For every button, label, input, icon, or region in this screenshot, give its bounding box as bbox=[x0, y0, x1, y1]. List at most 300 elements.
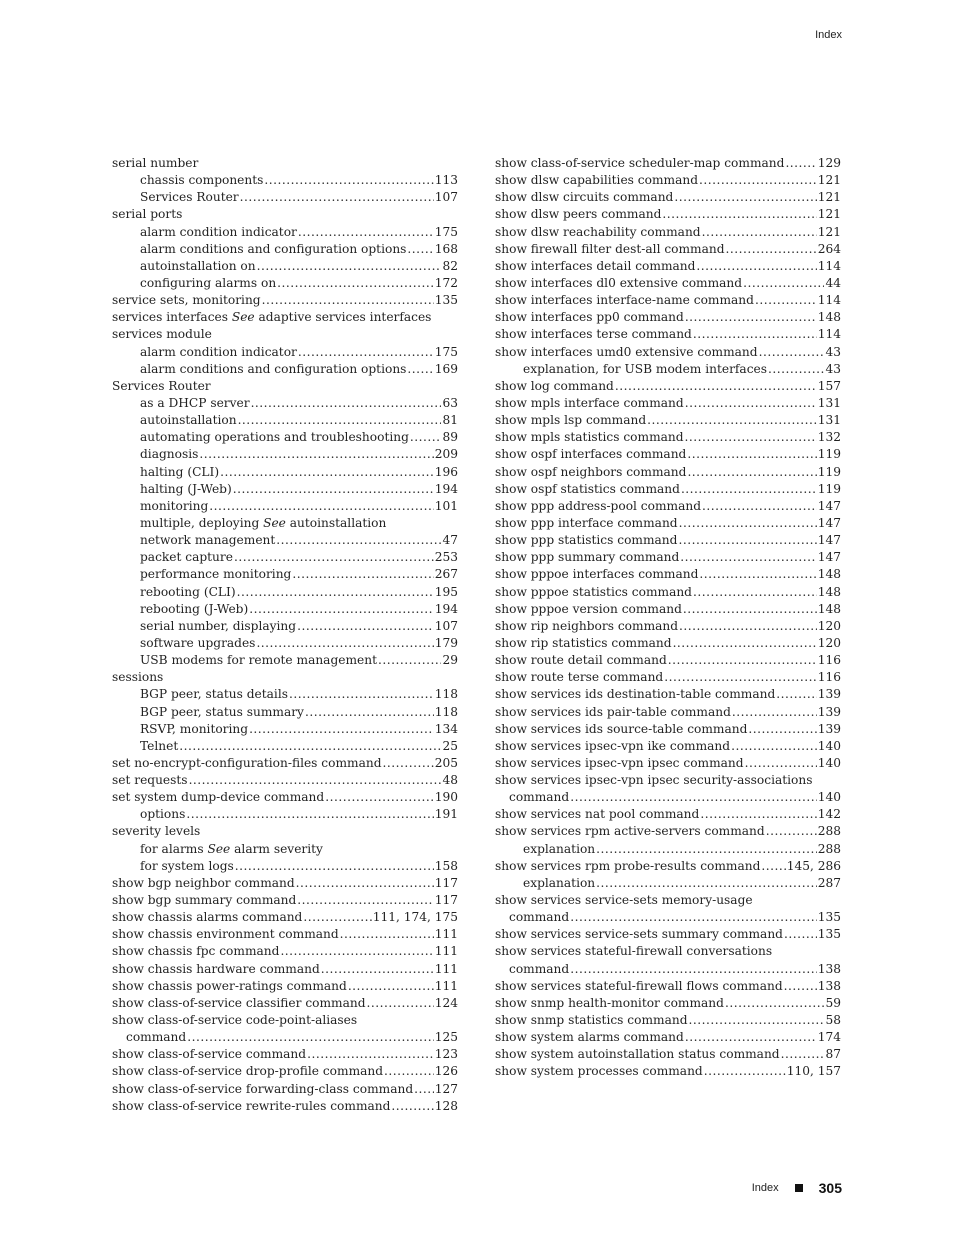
index-entry bbox=[495, 275, 841, 292]
page-reference: 147 bbox=[817, 515, 841, 530]
index-entry bbox=[112, 498, 458, 515]
dot-leader bbox=[340, 926, 434, 943]
index-entry bbox=[495, 378, 841, 395]
index-entry bbox=[112, 344, 458, 361]
index-entry bbox=[495, 909, 841, 926]
page-reference: 89 bbox=[442, 430, 458, 445]
index-entry bbox=[495, 995, 841, 1012]
index-entry bbox=[495, 961, 841, 978]
index-entry bbox=[112, 1063, 458, 1080]
page-reference: 121 bbox=[817, 173, 841, 188]
dot-leader bbox=[262, 292, 434, 309]
dot-leader bbox=[679, 515, 817, 532]
dot-leader bbox=[685, 309, 817, 326]
dot-leader bbox=[768, 361, 824, 378]
index-entry bbox=[495, 841, 841, 858]
index-entry bbox=[495, 224, 841, 241]
index-term: show services service-sets summary command bbox=[495, 927, 783, 942]
dot-leader bbox=[685, 429, 817, 446]
index-entry bbox=[495, 823, 841, 840]
page-reference: 121 bbox=[817, 190, 841, 205]
index-entry bbox=[112, 155, 458, 172]
index-term: show system alarms command bbox=[495, 1030, 684, 1045]
index-entry bbox=[112, 446, 458, 463]
index-term: show rip neighbors command bbox=[495, 618, 679, 633]
index-term: show services ipsec-vpn ipsec command bbox=[495, 755, 744, 770]
page-reference: 47 bbox=[442, 533, 458, 548]
dot-leader bbox=[407, 361, 433, 378]
page-reference: 168 bbox=[434, 241, 458, 256]
index-entry bbox=[495, 1063, 841, 1080]
index-entry bbox=[495, 926, 841, 943]
index-term: autoinstallation bbox=[140, 413, 237, 428]
index-entry bbox=[495, 1046, 841, 1063]
page-reference: 116 bbox=[817, 670, 841, 685]
index-entry bbox=[112, 275, 458, 292]
index-entry bbox=[112, 395, 458, 412]
dot-leader bbox=[238, 412, 442, 429]
page-reference: 288 bbox=[817, 824, 841, 839]
page-reference: 124 bbox=[434, 995, 458, 1010]
index-term: command bbox=[509, 790, 570, 805]
dot-leader bbox=[220, 464, 434, 481]
index-term: show ppp summary command bbox=[495, 550, 680, 565]
page-reference: 190 bbox=[434, 790, 458, 805]
dot-leader bbox=[257, 258, 442, 275]
dot-leader bbox=[199, 446, 433, 463]
index-entry bbox=[112, 721, 458, 738]
dot-leader bbox=[704, 1063, 786, 1080]
index-term: show services nat pool command bbox=[495, 807, 700, 822]
index-term: rebooting (J-Web) bbox=[140, 601, 249, 616]
index-entry bbox=[112, 361, 458, 378]
index-entry bbox=[112, 1029, 458, 1046]
page-reference: 196 bbox=[434, 464, 458, 479]
index-term: show mpls lsp command bbox=[495, 413, 647, 428]
page-reference: 126 bbox=[434, 1064, 458, 1079]
index-term: show mpls statistics command bbox=[495, 430, 684, 445]
index-entry bbox=[112, 926, 458, 943]
dot-leader bbox=[209, 498, 433, 515]
page-reference: 121 bbox=[817, 207, 841, 222]
dot-leader bbox=[297, 892, 433, 909]
page-reference: 138 bbox=[817, 978, 841, 993]
page-reference: 147 bbox=[817, 498, 841, 513]
page-reference: 175 bbox=[434, 344, 458, 359]
index-term: show services rpm active-servers command bbox=[495, 824, 765, 839]
index-term: alarm condition indicator bbox=[140, 224, 297, 239]
index-term: show services ids destination-table command bbox=[495, 687, 776, 702]
index-term: diagnosis bbox=[140, 447, 199, 462]
index-entry bbox=[495, 172, 841, 189]
page-reference: 140 bbox=[817, 738, 841, 753]
index-term: show services ipsec-vpn ipsec security-associations bbox=[495, 773, 813, 788]
dot-leader bbox=[776, 686, 816, 703]
index-term: network management bbox=[140, 533, 276, 548]
page-reference: 111 bbox=[434, 978, 458, 993]
page-reference: 43 bbox=[825, 361, 841, 376]
index-term: show ppp interface command bbox=[495, 515, 678, 530]
index-term: set requests bbox=[112, 773, 188, 788]
square-bullet-icon bbox=[795, 1184, 803, 1192]
page-reference: 138 bbox=[817, 961, 841, 976]
index-entry bbox=[112, 292, 458, 309]
index-term: show dlsw peers command bbox=[495, 207, 662, 222]
page-reference: 195 bbox=[434, 584, 458, 599]
page-reference: 148 bbox=[817, 310, 841, 325]
dot-leader bbox=[699, 172, 817, 189]
index-term: show interfaces detail command bbox=[495, 258, 696, 273]
index-entry bbox=[495, 618, 841, 635]
index-entry bbox=[495, 549, 841, 566]
page-reference: 111 bbox=[434, 961, 458, 976]
index-term: alarm condition indicator bbox=[140, 344, 297, 359]
index-entry bbox=[112, 789, 458, 806]
dot-leader bbox=[766, 823, 817, 840]
index-term: show system autoinstallation status command bbox=[495, 1047, 780, 1062]
page-reference: 264 bbox=[817, 241, 841, 256]
dot-leader bbox=[233, 481, 434, 498]
index-term: serial number bbox=[112, 156, 199, 170]
index-term: command bbox=[509, 910, 570, 925]
index-entry bbox=[112, 806, 458, 823]
page-reference: 120 bbox=[817, 635, 841, 650]
dot-leader bbox=[187, 1029, 434, 1046]
index-term: show class-of-service rewrite-rules command bbox=[112, 1098, 391, 1113]
page-reference: 82 bbox=[442, 258, 458, 273]
index-entry bbox=[495, 789, 841, 806]
index-entry bbox=[495, 738, 841, 755]
index-entry bbox=[495, 241, 841, 258]
index-term: Telnet bbox=[140, 738, 179, 753]
index-term: show services ipsec-vpn ike command bbox=[495, 738, 731, 753]
index-entry bbox=[495, 635, 841, 652]
index-entry bbox=[112, 823, 458, 840]
dot-leader bbox=[240, 189, 434, 206]
index-entry bbox=[112, 532, 458, 549]
index-entry bbox=[112, 258, 458, 275]
index-entry bbox=[495, 292, 841, 309]
index-term: show class-of-service classifier command bbox=[112, 995, 366, 1010]
page-reference: 114 bbox=[817, 258, 841, 273]
page-reference: 175 bbox=[434, 224, 458, 239]
page-reference: 172 bbox=[434, 275, 458, 290]
dot-leader bbox=[384, 1063, 434, 1080]
page-reference: 191 bbox=[434, 807, 458, 822]
index-entry bbox=[495, 978, 841, 995]
dot-leader bbox=[748, 721, 816, 738]
page-reference: 179 bbox=[434, 635, 458, 650]
dot-leader bbox=[235, 858, 434, 875]
index-entry bbox=[112, 464, 458, 481]
page-reference: 107 bbox=[434, 190, 458, 205]
index-entry bbox=[112, 189, 458, 206]
dot-leader bbox=[699, 566, 816, 583]
dot-leader bbox=[297, 618, 434, 635]
index-term: show class-of-service drop-profile command bbox=[112, 1064, 384, 1079]
index-entry bbox=[112, 206, 458, 223]
index-term: show services service-sets memory-usage bbox=[495, 893, 753, 908]
index-term: BGP peer, status summary bbox=[140, 704, 304, 719]
index-term: show services ids pair-table command bbox=[495, 704, 731, 719]
page-reference: 129 bbox=[817, 156, 841, 170]
index-term: show interfaces terse command bbox=[495, 327, 692, 342]
dot-leader bbox=[277, 275, 434, 292]
index-entry bbox=[495, 446, 841, 463]
index-term: configuring alarms on bbox=[140, 275, 277, 290]
dot-leader bbox=[276, 532, 441, 549]
dot-leader bbox=[702, 498, 817, 515]
dot-leader bbox=[596, 841, 817, 858]
index-term: sessions bbox=[112, 670, 164, 685]
index-term: show route terse command bbox=[495, 670, 664, 685]
dot-leader bbox=[410, 429, 442, 446]
dot-leader bbox=[679, 618, 817, 635]
index-entry bbox=[112, 429, 458, 446]
index-term: show pppoe interfaces command bbox=[495, 567, 699, 582]
index-term: show interfaces interface-name command bbox=[495, 293, 754, 308]
index-entry bbox=[112, 224, 458, 241]
page-reference: 147 bbox=[817, 550, 841, 565]
index-term: command bbox=[126, 1030, 187, 1045]
dot-leader bbox=[249, 601, 434, 618]
dot-leader bbox=[280, 943, 433, 960]
index-entry bbox=[495, 361, 841, 378]
index-entry bbox=[495, 464, 841, 481]
page-reference: 142 bbox=[817, 807, 841, 822]
dot-leader bbox=[256, 635, 433, 652]
index-entry bbox=[495, 566, 841, 583]
page-reference: 158 bbox=[434, 858, 458, 873]
index-term: multiple, deploying See autoinstallation bbox=[140, 515, 387, 530]
index-term: show dlsw circuits command bbox=[495, 190, 674, 205]
page-reference: 81 bbox=[442, 413, 458, 428]
dot-leader bbox=[693, 326, 817, 343]
page-reference: 135 bbox=[817, 910, 841, 925]
index-entry bbox=[112, 892, 458, 909]
index-entry bbox=[495, 532, 841, 549]
index-term: explanation, for USB modem interfaces bbox=[523, 361, 767, 376]
index-entry bbox=[495, 721, 841, 738]
dot-leader bbox=[678, 532, 816, 549]
index-entry bbox=[495, 189, 841, 206]
page-reference: 148 bbox=[817, 601, 841, 616]
index-entry bbox=[112, 584, 458, 601]
index-term: show services stateful-firewall conversations bbox=[495, 944, 773, 959]
page-reference: 127 bbox=[434, 1081, 458, 1096]
index-term: halting (CLI) bbox=[140, 464, 220, 479]
page-reference: 87 bbox=[825, 1047, 841, 1062]
index-term: service sets, monitoring bbox=[112, 293, 261, 308]
dot-leader bbox=[743, 275, 824, 292]
index-term: explanation bbox=[523, 841, 596, 856]
page-reference: 148 bbox=[817, 584, 841, 599]
index-entry bbox=[112, 412, 458, 429]
index-term: autoinstallation on bbox=[140, 258, 256, 273]
index-term: show class-of-service forwarding-class command bbox=[112, 1081, 414, 1096]
dot-leader bbox=[303, 909, 371, 926]
dot-leader bbox=[570, 961, 817, 978]
page-reference: 194 bbox=[434, 481, 458, 496]
footer-label: Index bbox=[751, 1182, 779, 1194]
dot-leader bbox=[784, 978, 817, 995]
index-entry bbox=[495, 326, 841, 343]
index-term: explanation bbox=[523, 875, 596, 890]
dot-leader bbox=[264, 172, 433, 189]
dot-leader bbox=[674, 189, 816, 206]
dot-leader bbox=[391, 1098, 433, 1115]
index-term: show system processes command bbox=[495, 1064, 703, 1079]
dot-leader bbox=[407, 241, 433, 258]
index-term: show class-of-service command bbox=[112, 1047, 307, 1062]
index-entry bbox=[112, 704, 458, 721]
index-column-right bbox=[495, 155, 841, 1081]
page-reference: 174 bbox=[817, 1030, 841, 1045]
dot-leader bbox=[251, 395, 442, 412]
page-reference: 110, 157 bbox=[786, 1064, 841, 1079]
index-entry bbox=[112, 618, 458, 635]
dot-leader bbox=[249, 721, 434, 738]
dot-leader bbox=[681, 481, 817, 498]
page-reference: 287 bbox=[817, 875, 841, 890]
dot-leader bbox=[298, 344, 434, 361]
page-reference: 111 bbox=[434, 927, 458, 942]
index-term: show dlsw reachability command bbox=[495, 224, 701, 239]
page-reference: 123 bbox=[434, 1047, 458, 1062]
page-reference: 116 bbox=[817, 653, 841, 668]
dot-leader bbox=[702, 224, 817, 241]
index-term: for alarms See alarm severity bbox=[140, 841, 323, 856]
index-term: services interfaces See adaptive services interfaces bbox=[112, 310, 432, 325]
page-reference: 29 bbox=[442, 653, 458, 668]
dot-leader bbox=[615, 378, 817, 395]
page-reference: 114 bbox=[817, 327, 841, 342]
page-reference: 209 bbox=[434, 447, 458, 462]
index-term: show chassis hardware command bbox=[112, 961, 320, 976]
index-entry bbox=[495, 943, 841, 960]
dot-leader bbox=[234, 549, 434, 566]
dot-leader bbox=[696, 258, 816, 275]
dot-leader bbox=[298, 224, 434, 241]
index-entry bbox=[112, 566, 458, 583]
dot-leader bbox=[761, 858, 785, 875]
index-term: show chassis environment command bbox=[112, 927, 339, 942]
index-term: show services ids source-table command bbox=[495, 721, 748, 736]
page-reference: 117 bbox=[434, 875, 458, 890]
index-entry bbox=[495, 1029, 841, 1046]
dot-leader bbox=[325, 789, 434, 806]
index-term: show dlsw capabilities command bbox=[495, 173, 698, 188]
page-reference: 131 bbox=[817, 395, 841, 410]
index-entry bbox=[112, 841, 458, 858]
index-term: show interfaces pp0 command bbox=[495, 310, 684, 325]
index-term: halting (J-Web) bbox=[140, 481, 232, 496]
index-term: show chassis power-ratings command bbox=[112, 978, 347, 993]
index-term: BGP peer, status details bbox=[140, 687, 288, 702]
index-term: as a DHCP server bbox=[140, 395, 250, 410]
index-entry bbox=[495, 892, 841, 909]
page-reference: 135 bbox=[817, 927, 841, 942]
index-entry bbox=[495, 806, 841, 823]
index-entry bbox=[495, 155, 841, 172]
page-reference: 139 bbox=[817, 721, 841, 736]
index-term: show services rpm probe-results command bbox=[495, 858, 761, 873]
index-entry bbox=[495, 875, 841, 892]
page-reference: 59 bbox=[825, 995, 841, 1010]
index-entry bbox=[495, 258, 841, 275]
dot-leader bbox=[700, 806, 816, 823]
dot-leader bbox=[570, 789, 817, 806]
index-entry bbox=[495, 515, 841, 532]
index-term: monitoring bbox=[140, 498, 209, 513]
index-term: show ospf statistics command bbox=[495, 481, 680, 496]
page-reference: 128 bbox=[434, 1098, 458, 1113]
dot-leader bbox=[570, 909, 817, 926]
index-entry bbox=[495, 772, 841, 789]
page-reference: 139 bbox=[817, 704, 841, 719]
index-term: RSVP, monitoring bbox=[140, 721, 249, 736]
dot-leader bbox=[668, 652, 817, 669]
dot-leader bbox=[731, 738, 817, 755]
page-reference: 121 bbox=[817, 224, 841, 239]
index-term: serial number, displaying bbox=[140, 618, 297, 633]
page-reference: 113 bbox=[434, 173, 458, 188]
page-reference: 63 bbox=[442, 395, 458, 410]
index-term: show ppp statistics command bbox=[495, 533, 678, 548]
index-entry bbox=[112, 326, 458, 343]
page-reference: 101 bbox=[434, 498, 458, 513]
dot-leader bbox=[745, 755, 817, 772]
page-reference: 119 bbox=[817, 464, 841, 479]
page-reference: 253 bbox=[434, 550, 458, 565]
index-entry bbox=[495, 395, 841, 412]
page-reference: 119 bbox=[817, 481, 841, 496]
dot-leader bbox=[367, 995, 434, 1012]
index-entry bbox=[112, 669, 458, 686]
page-reference: 131 bbox=[817, 413, 841, 428]
dot-leader bbox=[292, 566, 433, 583]
index-entry bbox=[495, 481, 841, 498]
index-entry bbox=[495, 669, 841, 686]
dot-leader bbox=[759, 344, 825, 361]
index-entry bbox=[112, 1012, 458, 1029]
page-reference: 157 bbox=[817, 378, 841, 393]
dot-leader bbox=[305, 704, 434, 721]
index-term: rebooting (CLI) bbox=[140, 584, 236, 599]
page-reference: 117 bbox=[434, 893, 458, 908]
index-entry bbox=[495, 858, 841, 875]
index-entry bbox=[112, 995, 458, 1012]
page-reference: 119 bbox=[817, 447, 841, 462]
index-term: show bgp neighbor command bbox=[112, 875, 295, 890]
index-entry bbox=[112, 515, 458, 532]
index-entry bbox=[112, 378, 458, 395]
index-term: show log command bbox=[495, 378, 614, 393]
page-reference: 114 bbox=[817, 293, 841, 308]
index-entry bbox=[112, 858, 458, 875]
page-reference: 43 bbox=[825, 344, 841, 359]
dot-leader bbox=[237, 584, 434, 601]
page-reference: 111, 174, 175 bbox=[372, 910, 458, 925]
index-entry bbox=[112, 241, 458, 258]
index-term: for system logs bbox=[140, 858, 234, 873]
dot-leader bbox=[693, 584, 817, 601]
page-reference: 139 bbox=[817, 687, 841, 702]
dot-leader bbox=[755, 292, 817, 309]
index-term: show pppoe version command bbox=[495, 601, 682, 616]
index-term: set system dump-device command bbox=[112, 790, 325, 805]
dot-leader bbox=[726, 241, 817, 258]
